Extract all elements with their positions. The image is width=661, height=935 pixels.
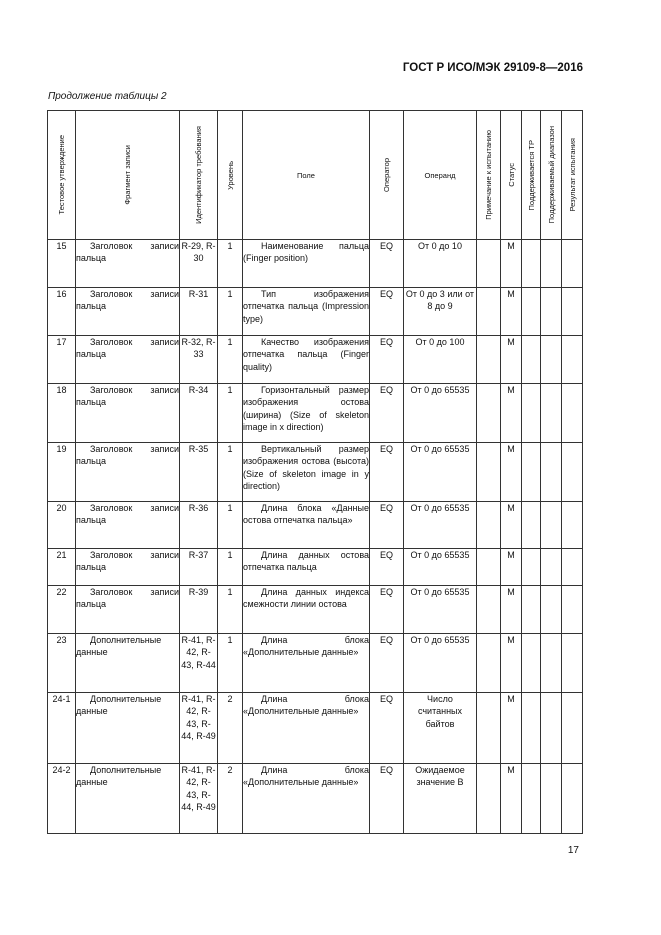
col-tp-supported: Поддерживается ТР <box>522 111 541 240</box>
page-number: 17 <box>567 845 579 856</box>
field: Длина блока «Дополнительные данные» <box>243 693 370 764</box>
test-result <box>562 502 583 549</box>
test-note <box>477 634 501 693</box>
test-result <box>562 764 583 834</box>
requirement-ids: R-34 <box>180 384 218 443</box>
table-row <box>48 549 583 586</box>
col-test-note: Примечание к испытанию <box>477 111 501 240</box>
test-note <box>477 693 501 764</box>
operand: Ожидаемое значение В <box>404 764 477 834</box>
record-fragment: Заголовок записи пальца <box>76 549 180 586</box>
supported-range <box>541 443 562 502</box>
supported-range <box>541 764 562 834</box>
requirements-table <box>47 110 583 834</box>
requirement-ids: R-29, R-30 <box>180 240 218 288</box>
test-result <box>562 693 583 764</box>
operand: От 0 до 100 <box>404 336 477 384</box>
requirement-ids: R-37 <box>180 549 218 586</box>
operand: От 0 до 10 <box>404 240 477 288</box>
status: M <box>501 336 522 384</box>
field: Наименование пальца (Finger position) <box>243 240 370 288</box>
table-row <box>48 336 583 384</box>
test-number: 23 <box>48 634 76 693</box>
table-continuation-caption: Продолжение таблицы 2 <box>48 91 167 102</box>
col-requirement-id: Идентификатор требования <box>180 111 218 240</box>
test-result <box>562 549 583 586</box>
status: M <box>501 384 522 443</box>
operator: EQ <box>370 336 404 384</box>
operand: От 0 до 65535 <box>404 549 477 586</box>
test-result <box>562 586 583 634</box>
record-fragment: Дополнительные данные <box>76 764 180 834</box>
tp-supported <box>522 693 541 764</box>
status: M <box>501 586 522 634</box>
test-number: 18 <box>48 384 76 443</box>
table-row <box>48 586 583 634</box>
record-fragment: Заголовок записи пальца <box>76 443 180 502</box>
supported-range <box>541 384 562 443</box>
supported-range <box>541 336 562 384</box>
supported-range <box>541 502 562 549</box>
level: 1 <box>218 384 243 443</box>
col-supported-range: Поддерживаемый диапазон <box>541 111 562 240</box>
operator: EQ <box>370 693 404 764</box>
test-result <box>562 443 583 502</box>
level: 1 <box>218 634 243 693</box>
table-row <box>48 384 583 443</box>
requirement-ids: R-35 <box>180 443 218 502</box>
test-result <box>562 336 583 384</box>
field: Тип изображения отпечатка пальца (Impression type) <box>243 288 370 336</box>
test-number: 20 <box>48 502 76 549</box>
test-note <box>477 384 501 443</box>
table-row <box>48 764 583 834</box>
field: Качество изображения отпечатка пальца (Finger quality) <box>243 336 370 384</box>
test-note <box>477 586 501 634</box>
tp-supported <box>522 764 541 834</box>
tp-supported <box>522 443 541 502</box>
supported-range <box>541 586 562 634</box>
test-number: 22 <box>48 586 76 634</box>
operator: EQ <box>370 764 404 834</box>
col-test-result: Результат испытания <box>562 111 583 240</box>
tp-supported <box>522 336 541 384</box>
col-status: Статус <box>501 111 522 240</box>
operand: Число считанных байтов <box>404 693 477 764</box>
test-result <box>562 240 583 288</box>
test-note <box>477 240 501 288</box>
field: Горизонтальный размер изображения остова (ширина) (Size of skeleton image in x direction) <box>243 384 370 443</box>
field: Вертикальный размер изображения остова (высота) (Size of skeleton image in y direction) <box>243 443 370 502</box>
level: 1 <box>218 443 243 502</box>
record-fragment: Заголовок записи пальца <box>76 384 180 443</box>
table-row <box>48 502 583 549</box>
test-note <box>477 502 501 549</box>
operator: EQ <box>370 586 404 634</box>
level: 1 <box>218 586 243 634</box>
field: Длина блока «Данные остова отпечатка пальца» <box>243 502 370 549</box>
record-fragment: Дополнительные данные <box>76 634 180 693</box>
requirement-ids: R-41, R-42, R-43, R-44, R-49 <box>180 764 218 834</box>
operator: EQ <box>370 288 404 336</box>
level: 1 <box>218 502 243 549</box>
level: 2 <box>218 764 243 834</box>
status: M <box>501 240 522 288</box>
level: 1 <box>218 549 243 586</box>
operand: От 0 до 65535 <box>404 634 477 693</box>
test-number: 21 <box>48 549 76 586</box>
supported-range <box>541 634 562 693</box>
operator: EQ <box>370 549 404 586</box>
col-record-fragment: Фрагмент записи <box>76 111 180 240</box>
supported-range <box>541 240 562 288</box>
table-row <box>48 240 583 288</box>
col-test-statement: Тестовое утверждение <box>48 111 76 240</box>
field: Длина блока «Дополнительные данные» <box>243 634 370 693</box>
level: 1 <box>218 240 243 288</box>
status: M <box>501 634 522 693</box>
level: 1 <box>218 336 243 384</box>
col-level: Уровень <box>218 111 243 240</box>
operand: От 0 до 65535 <box>404 384 477 443</box>
test-number: 24-2 <box>48 764 76 834</box>
status: M <box>501 502 522 549</box>
requirement-ids: R-41, R-42, R-43, R-44 <box>180 634 218 693</box>
test-result <box>562 384 583 443</box>
table-row <box>48 288 583 336</box>
status: M <box>501 693 522 764</box>
record-fragment: Заголовок записи пальца <box>76 336 180 384</box>
test-number: 19 <box>48 443 76 502</box>
test-note <box>477 336 501 384</box>
test-number: 24-1 <box>48 693 76 764</box>
operator: EQ <box>370 634 404 693</box>
document-header: ГОСТ Р ИСО/МЭК 29109-8—2016 <box>402 62 583 74</box>
test-number: 15 <box>48 240 76 288</box>
col-operator: Оператор <box>370 111 404 240</box>
field: Длина данных остова отпечатка пальца <box>243 549 370 586</box>
operand: От 0 до 65535 <box>404 443 477 502</box>
operand: От 0 до 65535 <box>404 586 477 634</box>
table-row <box>48 443 583 502</box>
status: M <box>501 549 522 586</box>
tp-supported <box>522 502 541 549</box>
record-fragment: Заголовок записи пальца <box>76 502 180 549</box>
tp-supported <box>522 586 541 634</box>
field: Длина данных индекса смежности линии остова <box>243 586 370 634</box>
table-row <box>48 693 583 764</box>
level: 1 <box>218 288 243 336</box>
requirement-ids: R-31 <box>180 288 218 336</box>
operator: EQ <box>370 443 404 502</box>
operand: От 0 до 3 или от 8 до 9 <box>404 288 477 336</box>
record-fragment: Дополнительные данные <box>76 693 180 764</box>
test-number: 17 <box>48 336 76 384</box>
col-field: Поле <box>243 111 370 240</box>
status: M <box>501 764 522 834</box>
tp-supported <box>522 240 541 288</box>
field: Длина блока «Дополнительные данные» <box>243 764 370 834</box>
requirement-ids: R-32, R-33 <box>180 336 218 384</box>
test-number: 16 <box>48 288 76 336</box>
table-row <box>48 634 583 693</box>
operator: EQ <box>370 502 404 549</box>
col-operand: Операнд <box>404 111 477 240</box>
operand: От 0 до 65535 <box>404 502 477 549</box>
requirement-ids: R-39 <box>180 586 218 634</box>
status: M <box>501 443 522 502</box>
tp-supported <box>522 288 541 336</box>
tp-supported <box>522 634 541 693</box>
tp-supported <box>522 549 541 586</box>
supported-range <box>541 693 562 764</box>
test-result <box>562 288 583 336</box>
table-header-row <box>48 111 583 240</box>
operator: EQ <box>370 384 404 443</box>
test-note <box>477 443 501 502</box>
test-note <box>477 288 501 336</box>
record-fragment: Заголовок записи пальца <box>76 288 180 336</box>
test-note <box>477 764 501 834</box>
status: M <box>501 288 522 336</box>
record-fragment: Заголовок записи пальца <box>76 240 180 288</box>
requirement-ids: R-36 <box>180 502 218 549</box>
test-result <box>562 634 583 693</box>
level: 2 <box>218 693 243 764</box>
operator: EQ <box>370 240 404 288</box>
supported-range <box>541 549 562 586</box>
test-note <box>477 549 501 586</box>
record-fragment: Заголовок записи пальца <box>76 586 180 634</box>
tp-supported <box>522 384 541 443</box>
supported-range <box>541 288 562 336</box>
requirement-ids: R-41, R-42, R-43, R-44, R-49 <box>180 693 218 764</box>
